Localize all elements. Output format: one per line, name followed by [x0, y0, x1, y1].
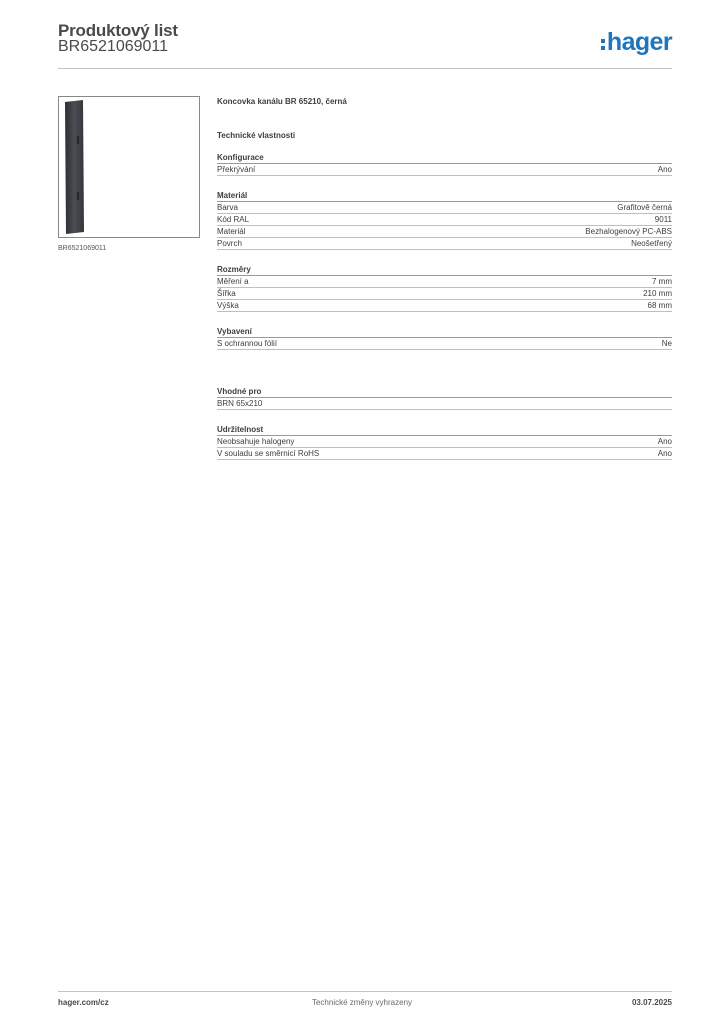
- footer-website-link[interactable]: hager.com/cz: [58, 998, 109, 1007]
- spec-group-configuration: [217, 152, 672, 176]
- group-title: Konfigurace: [217, 152, 672, 164]
- logo-dots-icon: [601, 39, 605, 50]
- spec-label: S ochrannou fólií: [217, 339, 278, 348]
- spec-label: Kód RAL: [217, 215, 250, 224]
- spec-value: Ano: [657, 165, 672, 174]
- header-divider: [58, 68, 672, 69]
- spacer: [217, 364, 672, 386]
- product-code: BR6521069011: [58, 38, 169, 55]
- spec-row: [217, 288, 672, 300]
- section-title: Technické vlastnosti: [217, 131, 296, 140]
- spec-row: [217, 276, 672, 288]
- spec-row: [217, 436, 672, 448]
- spec-value: Neošetřený: [631, 239, 672, 248]
- suitable-item: BRN 65x210: [217, 399, 263, 408]
- spec-group-dimensions: [217, 264, 672, 312]
- suitable-for: [217, 386, 672, 410]
- spec-value: Ano: [657, 437, 672, 446]
- group-title: Vhodné pro: [217, 386, 672, 398]
- spec-value: 68 mm: [647, 301, 672, 310]
- spec-row: [217, 214, 672, 226]
- spec-label: Výška: [217, 301, 239, 310]
- group-title: Materiál: [217, 190, 672, 202]
- group-title: Vybavení: [217, 326, 672, 338]
- product-name: Koncovka kanálu BR 65210, černá: [217, 97, 347, 106]
- product-image: [62, 100, 86, 234]
- spec-group-equipment: [217, 326, 672, 350]
- spec-label: V souladu se směrnicí RoHS: [217, 449, 320, 458]
- page-title: Produktový list: [58, 21, 178, 40]
- spec-label: Barva: [217, 203, 238, 212]
- logo-text: hager: [606, 28, 672, 56]
- spec-value: Ano: [657, 449, 672, 458]
- spec-row: [217, 338, 672, 350]
- spec-row: [217, 164, 672, 176]
- spec-label: Povrch: [217, 239, 242, 248]
- footer-note: Technické změny vyhrazeny: [311, 998, 413, 1007]
- spec-label: Materiál: [217, 227, 246, 236]
- footer-date: 03.07.2025: [631, 998, 672, 1007]
- group-title: Udržitelnost: [217, 424, 672, 436]
- group-title: Rozměry: [217, 264, 672, 276]
- spec-label: Překrývání: [217, 165, 256, 174]
- image-caption: BR6521069011: [58, 245, 107, 252]
- spec-value: 7 mm: [652, 277, 672, 286]
- spec-group-material: [217, 190, 672, 250]
- spec-row: [217, 226, 672, 238]
- hager-logo: [601, 28, 672, 57]
- spec-value: 210 mm: [643, 289, 672, 298]
- spec-label: Šířka: [217, 289, 236, 298]
- spec-value: 9011: [654, 215, 672, 224]
- spec-value: Bezhalogenový PC-ABS: [585, 227, 672, 236]
- sustainability: [217, 424, 672, 460]
- spec-row: [217, 300, 672, 312]
- specifications: [217, 97, 672, 474]
- list-item: [217, 398, 672, 410]
- spec-row: [217, 448, 672, 460]
- spec-value: Ne: [661, 339, 672, 348]
- footer-divider: [58, 991, 672, 992]
- spec-row: [217, 202, 672, 214]
- spec-label: Neobsahuje halogeny: [217, 437, 295, 446]
- spec-row: [217, 238, 672, 250]
- spec-value: Grafitově černá: [617, 203, 672, 212]
- spec-label: Měření a: [217, 277, 249, 286]
